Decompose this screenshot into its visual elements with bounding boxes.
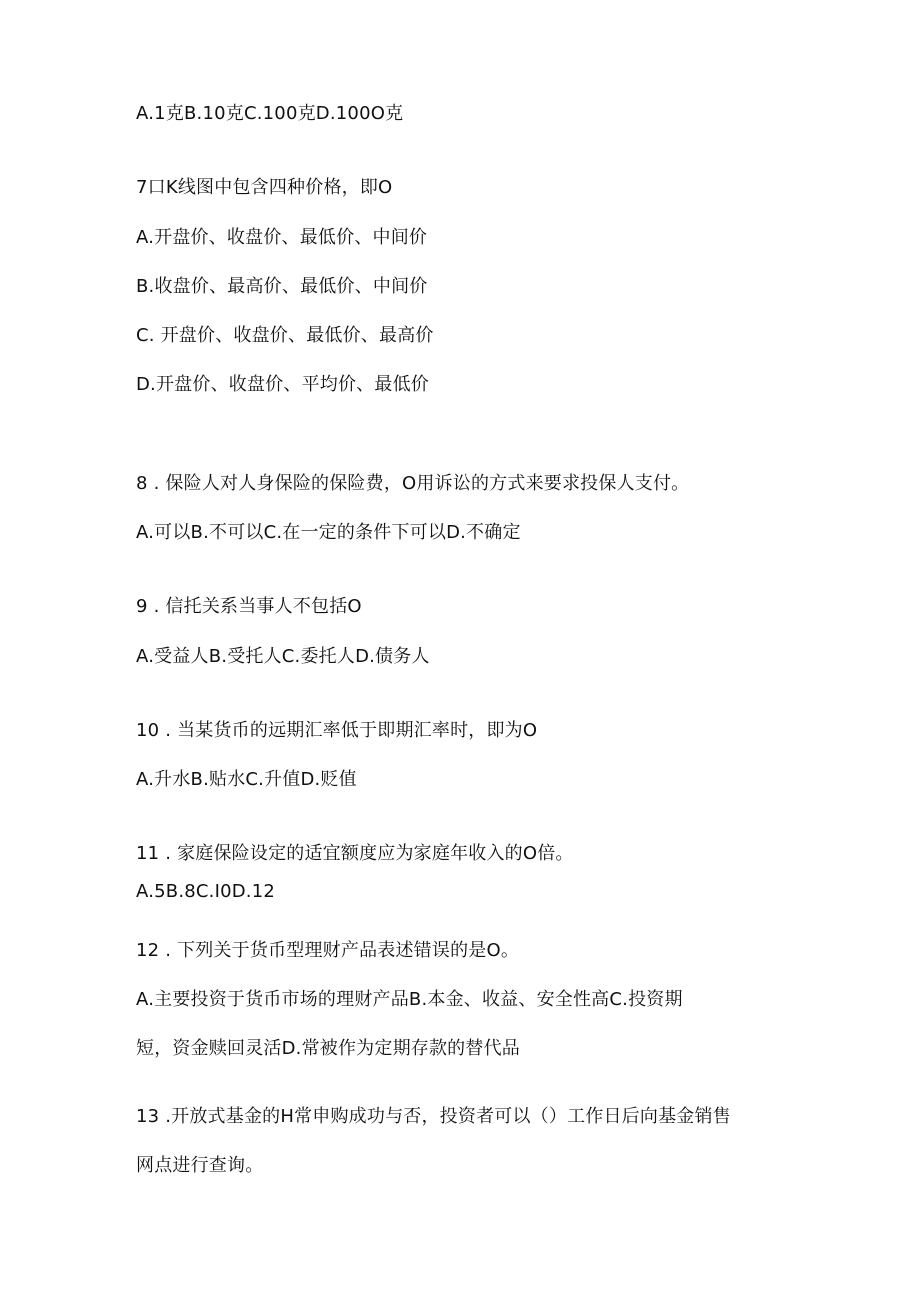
q8-options: A.可以B.不可以C.在一定的条件下可以D.不确定 bbox=[136, 522, 521, 543]
q7-option-d: D.开盘价、收盘价、平均价、最低价 bbox=[136, 374, 429, 395]
q7-option-a: A.开盘价、收盘价、最低价、中间价 bbox=[136, 227, 428, 248]
q13-question-line1: 13 .开放式基金的H常申购成功与否，投资者可以（）工作日后向基金销售 bbox=[136, 1106, 731, 1127]
q10-question: 10 . 当某货币的远期汇率低于即期汇率时，即为O bbox=[136, 720, 538, 741]
q7-option-b: B.收盘价、最高价、最低价、中间价 bbox=[136, 276, 428, 297]
q11-options: A.5B.8C.I0D.12 bbox=[136, 881, 276, 902]
q10-options: A.升水B.贴水C.升值D.贬值 bbox=[136, 769, 357, 790]
q7-option-c: C. 开盘价、收盘价、最低价、最高价 bbox=[136, 325, 434, 346]
q13-question-line2: 网点进行查询。 bbox=[136, 1155, 264, 1176]
q11-question: 11 . 家庭保险设定的适宜额度应为家庭年收入的O倍。 bbox=[136, 843, 574, 864]
q12-options-line2: 短，资金赎回灵活D.常被作为定期存款的替代品 bbox=[136, 1038, 520, 1059]
q7-question: 7口K线图中包含四种价格，即O bbox=[136, 177, 393, 198]
q12-question: 12 . 下列关于货币型理财产品表述错误的是O。 bbox=[136, 940, 520, 961]
q9-options: A.受益人B.受托人C.委托人D.债务人 bbox=[136, 646, 430, 667]
q8-question: 8 . 保险人对人身保险的保险费，O用诉讼的方式来要求投保人支付。 bbox=[136, 473, 690, 494]
q9-question: 9 . 信托关系当事人不包括O bbox=[136, 596, 362, 617]
q12-options-line1: A.主要投资于货币市场的理财产品B.本金、收益、安全性高C.投资期 bbox=[136, 989, 683, 1010]
q6-options: A.1克B.10克C.100克D.100O克 bbox=[136, 103, 404, 124]
